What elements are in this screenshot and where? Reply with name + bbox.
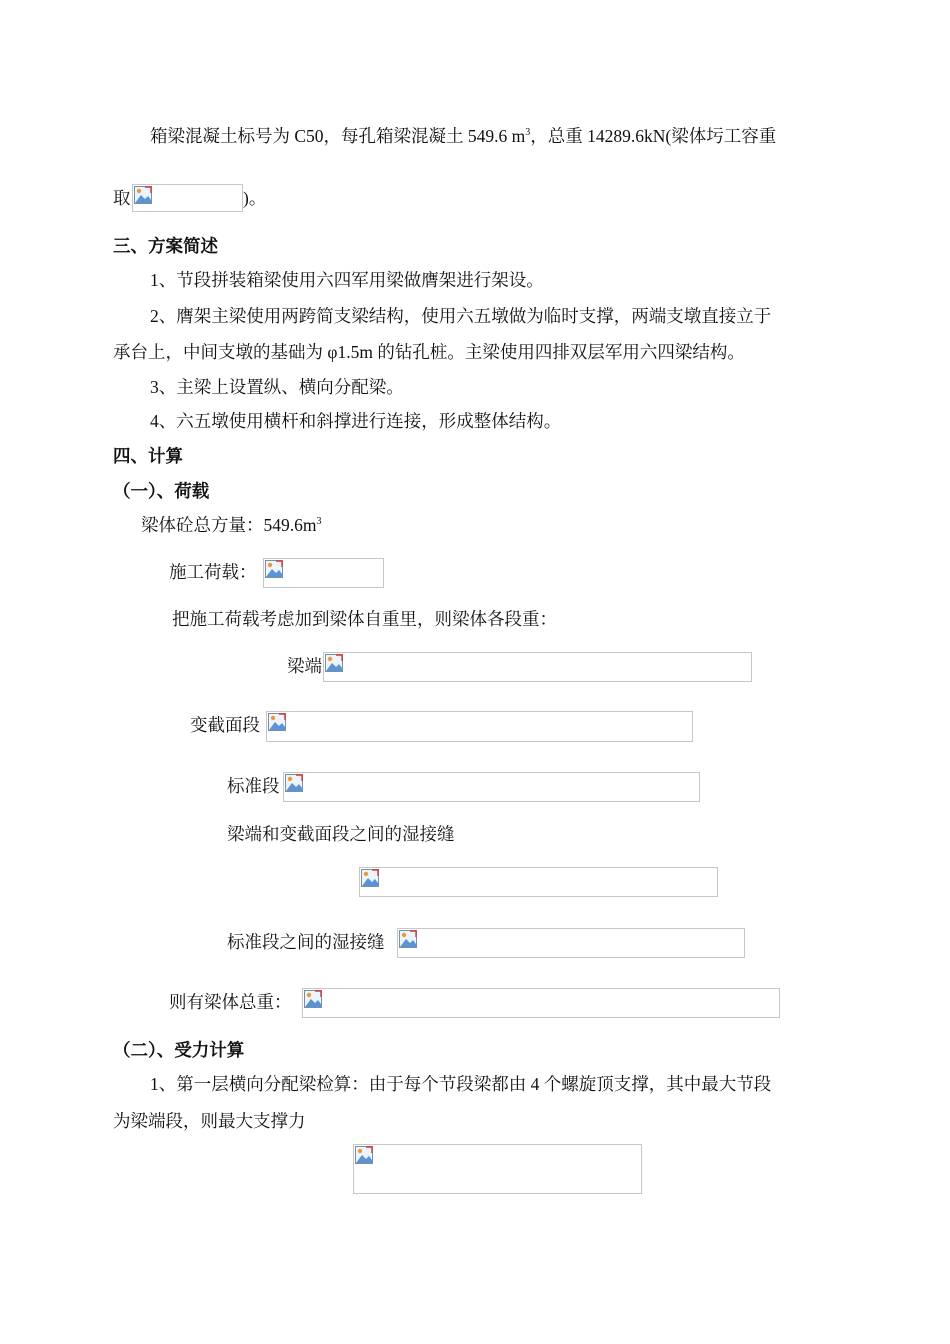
subsection-2-heading: （二）、受力计算 (113, 1040, 245, 1060)
total-volume-text: 梁体砼总方量：549.6m (141, 515, 317, 535)
superscript: 3 (316, 516, 322, 527)
wet-joint-1-label: 梁端和变截面段之间的湿接缝 (227, 824, 455, 844)
section-3-heading: 三、方案简述 (113, 236, 218, 256)
variable-section-label: 变截面段 (190, 715, 260, 735)
beam-end-formula (323, 652, 752, 682)
concrete-info-line-2-end: )。 (243, 188, 267, 208)
section-4-heading: 四、计算 (113, 446, 183, 466)
broken-image-icon (325, 654, 343, 672)
total-volume-line (141, 517, 322, 535)
construction-load-formula (263, 558, 384, 588)
subsection-1-heading: （一）、荷载 (113, 481, 210, 501)
segment-weight-intro: 把施工荷载考虑加到梁体自重里，则梁体各段重： (172, 609, 557, 629)
section-3-item-3: 3、主梁上设置纵、横向分配梁。 (150, 377, 404, 397)
formula-image (132, 184, 243, 212)
wet-joint-2-formula (397, 928, 745, 958)
broken-image-icon (265, 560, 283, 578)
standard-section-formula (283, 772, 700, 802)
broken-image-icon (268, 713, 286, 731)
section-3-item-4: 4、六五墩使用横杆和斜撑进行连接，形成整体结构。 (150, 411, 562, 431)
beam-end-label: 梁端 (287, 656, 322, 676)
subsection-2-item-1-line-1: 1、第一层横向分配梁检算：由于每个节段梁都由 4 个螺旋顶支撑，其中最大节段 (150, 1074, 772, 1094)
wet-joint-2-label: 标准段之间的湿接缝 (227, 932, 385, 952)
concrete-text-b: ，总重 14289.6kN(梁体圬工容重 (530, 126, 777, 146)
variable-section-formula (266, 711, 693, 742)
section-3-item-2-line-2: 承台上，中间支墩的基础为 φ1.5m 的钻孔桩。主梁使用四排双层军用六四梁结构。 (113, 342, 745, 362)
total-weight-formula (302, 988, 780, 1018)
total-weight-label: 则有梁体总重： (169, 992, 292, 1012)
max-support-force-formula (353, 1144, 642, 1194)
broken-image-icon (285, 774, 303, 792)
section-3-item-2-line-1: 2、膺架主梁使用两跨简支梁结构，使用六五墩做为临时支撑，两端支墩直接立于 (150, 306, 772, 326)
subsection-2-item-1-line-2: 为梁端段，则最大支撑力 (113, 1111, 306, 1131)
section-3-item-1: 1、节段拼装箱梁使用六四军用梁做膺架进行架设。 (150, 270, 544, 290)
standard-section-label: 标准段 (227, 776, 280, 796)
broken-image-icon (304, 990, 322, 1008)
concrete-info-line-1 (150, 128, 776, 146)
broken-image-icon (399, 930, 417, 948)
superscript: 3 (525, 127, 531, 138)
broken-image-icon (355, 1146, 373, 1164)
broken-image-icon (134, 186, 152, 204)
broken-image-icon (361, 869, 379, 887)
wet-joint-1-formula (359, 867, 718, 897)
construction-load-label: 施工荷载： (169, 562, 257, 582)
concrete-info-line-2-start: 取 (113, 188, 131, 208)
concrete-text-a: 箱梁混凝土标号为 C50，每孔箱梁混凝土 549.6 m (150, 126, 526, 146)
